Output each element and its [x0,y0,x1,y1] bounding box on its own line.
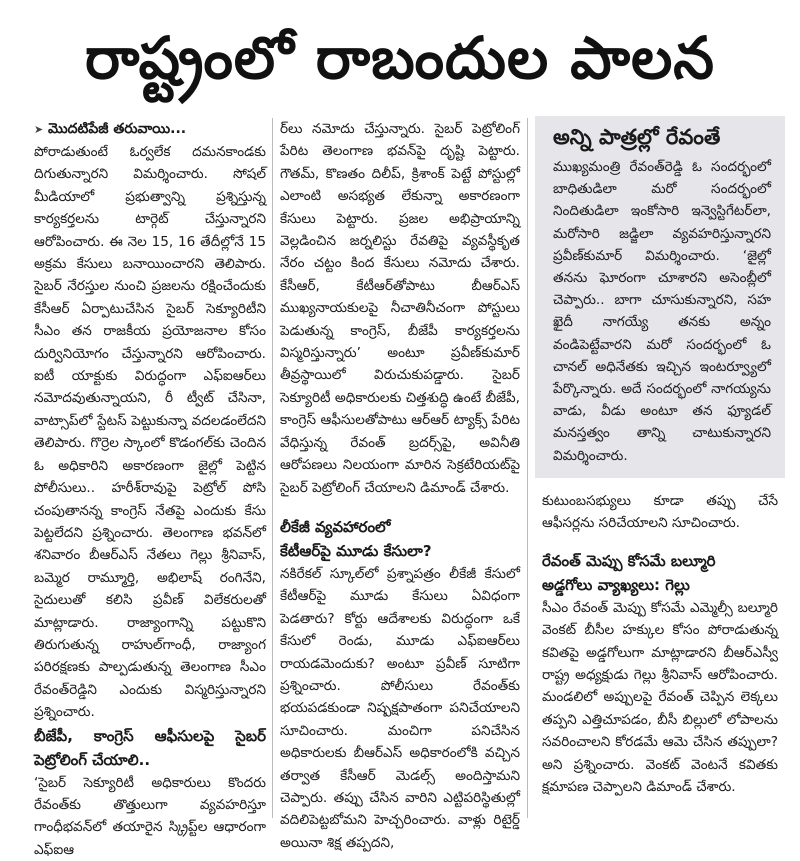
column-3 [542,490,778,820]
article-body: ‘సైబర్ సెక్యూరిటీ అధికారులు కొందరు రేవంత్‌కు తొత్తులుగా వ్యవహరిస్తూ గాంధీభవన్‌లో తయారైన స్క్రిప్ట్‌ల ఆధారంగా ఎఫ్ఐఆ [34,774,266,858]
kicker-text: మొదటిపేజీ తరువాయి... [48,121,187,137]
column-divider [272,118,273,818]
subheading: బీజేపీ, కాంగ్రెస్ ఆఫీసులపై సైబర్ పెట్రోలింగ్ చేయాలి.. [34,726,266,769]
continued-kicker [34,118,266,141]
article-body: ర్‌లు నమోదు చేస్తున్నారు. సైబర్ పెట్రోలింగ్ పేరిట తెలంగాణ భవన్‌పై దృష్టి పెట్టారు. గౌతమ్, కొణతం దిలీప్, క్రిశాంక్ పెట్టే పోస్టుల్లో ఎలాంటి అసభ్యత లేకున్నా అకారణంగా కేసులు పెట్టారు. ప్రజల అభిప్రాయాన్ని వెల్లడించిన జర్నలిస్టు రేవతిపై వ్యవస్థీకృత నేరం చట్టం కింద కేసులు నమోదు చేశారు. కేసీఆర్, కేటీఆర్‌తోపాటు బీఆర్ఎస్ ముఖ్యనాయకులపై నీచాతినీచంగా పోస్టులు పెడుతున్న కాంగ్రెస్, బీజేపీ కార్యకర్తలను విస్మరిస్తున్నారు’ అంటూ ప్రవీణ్‌కుమార్ తీవ్రస్థాయిలో విరుచుకుపడ్డారు. సైబర్ సెక్యూరిటీ అధికారులకు చిత్తశుద్ధి ఉంటే బీజేపీ, కాంగ్రెస్ ఆఫీసులతోపాటు ఆర్ఆర్ ట్యాక్స్ పేరిట వేధిస్తున్న రేవంత్ బ్రదర్స్‌పై, అవినీతి ఆరోపణలు నిలయంగా మారిన సెక్రటేరియట్‌పై సైబర్ పెట్రోలింగ్ చేయాలని డిమాండ్ చేశారు. [280,121,520,496]
subheading: రేవంత్ మెప్పు కోసమే బల్మూరి [542,551,716,570]
article-body: నకిరేకల్ స్కూల్‌లో ప్రశ్నాపత్రం లీకేజీ కేసులో కేటీఆర్‌పై మూడు కేసులు ఏవిధంగా పెడతారు? కోర్టు ఆదేశాలకు విరుద్ధంగా ఒకే కేసులో రెండు, మూడు ఎఫ్ఐఆర్‌లు రాయడమెందుకు? అంటూ ప్రవీణ్ సూటిగా ప్రశ్నించారు. పోలీసులు రేవంత్‌కు భయపడకుండా నిష్పక్షపాతంగా పనిచేయాలని సూచించారు. మంచిగా పనిచేసిన అధికారులకు బీఆర్ఎస్ అధికారంలోకి వచ్చిన తర్వాత కేసీఆర్ మెడల్స్ అందిస్తామని చెప్పారు. తప్పు చేసిన వారిని ఎట్టిపరిస్థితుల్లో వదిలిపెట్టబోమని హెచ్చరించారు. వాళ్లు రిటైర్డ్ అయినా శిక్ష తప్పదని, [280,565,520,851]
column-divider [527,118,528,818]
box-title: అన్ని పాత్రల్లో రేవంతే [553,125,721,149]
box-body: ముఖ్యమంత్రి రేవంత్‌రెడ్డి ఓ సందర్భంలో బాధితుడిలా మరో సందర్భంలో నిందితుడిలా ఇంకోసారి ఇన్వెస్టిగేటర్‌లా, మరోసారి జడ్జిలా వ్యవహరిస్తున్నారని ప్రవీణ్‌కుమార్ విమర్శించారు. ‘జైల్లో తనను ఘోరంగా చూశారని అసెంబ్లీలో చెప్పారు.. బాగా చూసుకున్నారని, సహ ఖైదీ నాగయ్యే తనకు అన్నం వండిపెట్టేవారని మరో సందర్భంలో ఓ చానల్ అధినేతకు ఇచ్చిన ఇంటర్వ్యూలో పేర్కొన్నారు. అదే సందర్భంలో నాగయ్యను వాడు, వీడు అంటూ తన ఫ్యూడల్ మనస్తత్వం తాన్ని చాటుకున్నారని విమర్శించారు. [553,159,771,464]
sidebar-box [535,116,785,478]
subheading: అడ్డగోలు వ్యాఖ్యలు: గెల్లు [542,575,690,594]
article-body: సీఎం రేవంత్ మెప్పు కోసమే ఎమ్మెల్సీ బల్మూరి వెంకట్ బీసీల హక్కుల కోసం పోరాడుతున్న కవితపై అడ్డగోలుగా మాట్లాడారని బీఆర్ఎస్వీ రాష్ట్ర అధ్యక్షుడు గెల్లు శ్రీనివాస్ ఆరోపించారు. మండలిలో అప్పులపై రేవంత్ చెప్పిన లెక్కలు తప్పని ఎత్తిచూపడం, బీసీ బిల్లులో లోపాలను సవరించాలని కోరడమే ఆమె చేసిన తప్పులా? అని ప్రశ్నించారు. వెంకట్ వెంటనే కవితకు క్షమాపణ చెప్పాలని డిమాండ్ చేశారు. [542,599,778,796]
column-2 [280,118,520,851]
headline: రాష్ట్రంలో రాబందుల పాలన [85,24,715,92]
chevron-right-icon: ➤ [34,123,44,136]
article-body: కుటుంబసభ్యులు కూడా తప్పు చేసే ఆఫీసర్లను సరిచేయాలని సూచించారు. [542,493,778,532]
article-body: పోరాడుతుంటే ఓర్వలేక దమనకాండకు దిగుతున్నారని విమర్శించారు. సోషల్ మీడియాలో ప్రభుత్వాన్ని ప్రశ్నిస్తున్న కార్యకర్తలను టార్గెట్ చేస్తున్నారని ఆరోపించారు. ఈ నెల 15, 16 తేదీల్లోనే 15 అక్రమ కేసులు బనాయించారని తెలిపారు. సైబర్ నేరస్తుల నుంచి ప్రజలను రక్షించేందుకు కేసీఆర్ ఏర్పాటుచేసిన సైబర్ సెక్యూరిటీని సీఎం తన రాజకీయ ప్రయోజనాల కోసం దుర్వినియోగం చేస్తున్నారని ఆరోపించారు. ఐటీ యాక్టుకు విరుద్ధంగా ఎఫ్ఐఆర్‌లు నమోదవుతున్నాయని, రీ ట్వీట్ చేసినా, వాట్సాప్‌లో స్టేటస్ పెట్టుకున్నా వదలడంలేదని తెలిపారు. గొర్రెల స్కాంలో కొడంగల్‌కు చెందిన ఓ అధికారిని అకారణంగా జైల్లో పెట్టిన పోలీసులు.. హరీశ్‌రావుపై పెట్రోల్ పోసి చంపుతానన్న కాంగ్రెస్ నేతపై ఎందుకు కేసు పెట్టలేదని ప్రశ్నించారు. తెలంగాణ భవన్‌లో శనివారం బీఆర్ఎస్ నేతలు గెల్లు శ్రీనివాస్, బమ్మెర రామ్మూర్తి, అభిలాష్ రంగినేని, సైదులుతో కలిసి ప్రవీణ్ విలేకరులతో మాట్లాడారు. రాజ్యాంగాన్ని పట్టుకొని తిరుగుతున్న రాహుల్‌గాంధీ, రాజ్యాంగ పరిరక్షణకు పాల్పడుతున్న తెలంగాణ సీఎం రేవంత్‌రెడ్డిని ఎందుకు విస్మరిస్తున్నారని ప్రశ్నించారు. [34,144,266,721]
subheading: లీకేజీ వ్యవహారంలో [280,517,391,536]
column-1 [34,118,266,858]
subheading: కేటీఆర్‌పై మూడు కేసులా? [280,541,432,560]
